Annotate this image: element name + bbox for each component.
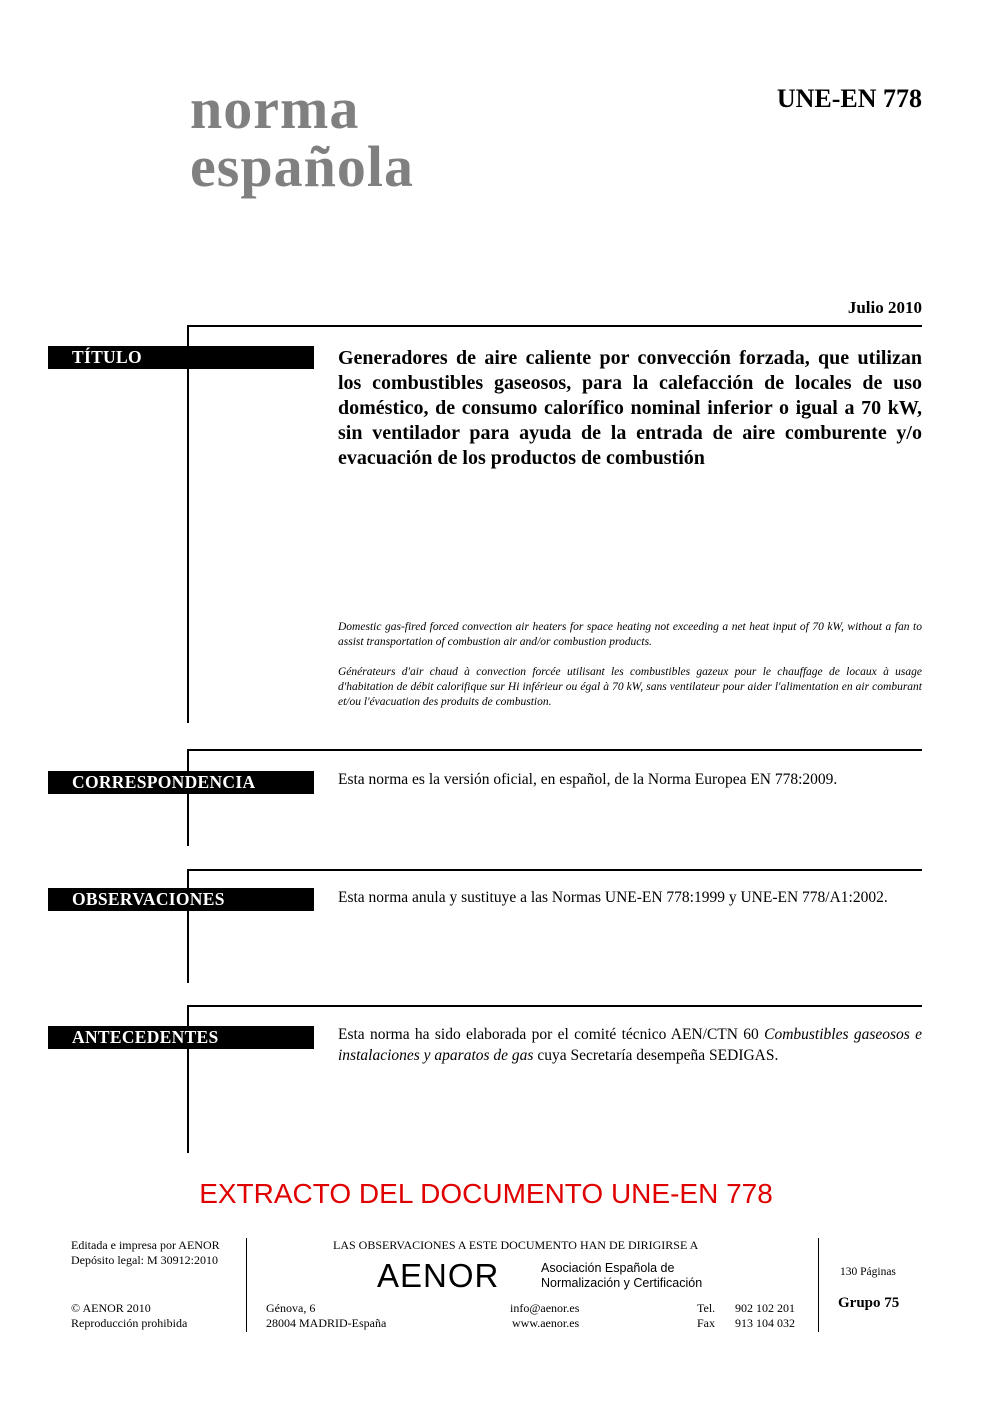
section-label-antecedentes: ANTECEDENTES — [48, 1026, 314, 1049]
section-divider-titulo — [188, 325, 922, 327]
antecedentes-text-after: cuya Secretaría desempeña SEDIGAS. — [533, 1047, 779, 1064]
footer-fax-label: Fax — [697, 1316, 715, 1330]
footer-website[interactable]: www.aenor.es — [512, 1316, 580, 1330]
antecedentes-committee-name: Combustibles gaseosos e instalaciones y aparatos de gas — [338, 1026, 923, 1064]
aenor-org-line1: Asociación Española de — [541, 1261, 675, 1275]
footer-pages: 130 Páginas — [840, 1266, 896, 1278]
observaciones-text: Esta norma anula y sustituye a las Normas UNE-EN 778:1999 y UNE-EN 778/A1:2002. — [338, 889, 888, 906]
norma-title-line1: norma — [190, 76, 360, 141]
section-vertical-rule-correspondencia — [187, 749, 189, 846]
footer-deposit: Depósito legal: M 30912:2010 — [71, 1253, 218, 1267]
section-divider-observaciones — [188, 869, 922, 871]
norma-espanola-heading — [190, 76, 414, 199]
footer-group: Grupo 75 — [838, 1295, 900, 1311]
section-vertical-rule-observaciones — [187, 869, 189, 983]
correspondencia-text: Esta norma es la versión oficial, en español, de la Norma Europea EN 778:2009. — [338, 771, 838, 788]
aenor-organization-name — [541, 1261, 702, 1291]
section-label-titulo: TÍTULO — [48, 346, 314, 369]
standard-number: UNE-EN 778 — [776, 84, 922, 113]
section-divider-antecedentes — [188, 1005, 922, 1007]
footer-fax: 913 104 032 — [735, 1316, 795, 1330]
footer-edited: Editada e impresa por AENOR — [71, 1238, 220, 1252]
antecedentes-text-before: Esta norma ha sido elaborada por el comité técnico AEN/CTN 60 — [338, 1026, 765, 1043]
footer-copyright: © AENOR 2010 — [71, 1301, 151, 1315]
section-divider-correspondencia — [188, 749, 922, 751]
footer-tel: 902 102 201 — [735, 1301, 795, 1315]
footer-email[interactable]: info@aenor.es — [510, 1301, 580, 1315]
section-label-correspondencia: CORRESPONDENCIA — [48, 771, 314, 794]
footer-address-city: 28004 MADRID-España — [266, 1316, 387, 1330]
footer-tel-label: Tel. — [697, 1301, 716, 1315]
aenor-logo: AENOR — [377, 1257, 500, 1294]
footer-address-street: Génova, 6 — [266, 1301, 316, 1315]
footer-divider-left — [246, 1238, 247, 1332]
footer-reproduction: Reproducción prohibida — [71, 1316, 188, 1330]
title-spanish: Generadores de aire caliente por convección forzada, que utilizan los combustibles gaseosos, para la calefacción de locales de uso doméstico, de consumo calorífico nominal inferior o igual a 70 kW, sin ventilador para ayuda de la entrada de aire comburente y/o evacuación de los productos de combustión — [338, 347, 922, 469]
aenor-org-line2: Normalización y Certificación — [541, 1276, 703, 1290]
title-english: Domestic gas-fired forced convection air heaters for space heating not exceeding a net heat input of 70 kW, without a fan to assist transportation of combustion air and/or combustion products. — [338, 621, 922, 648]
antecedentes-text — [338, 1024, 922, 1066]
section-vertical-rule-titulo — [187, 325, 189, 723]
title-french: Générateurs d'air chaud à convection forcée utilisant les combustibles gazeux pour le chauffage de locaux à usage d'habitation de débit calorifique sur Hi inférieur ou égal à 70 kW, sans ventilateur pour aider l'alimentation en air comburant et/ou l'évacuation des produits de combustion. — [338, 666, 922, 708]
extract-watermark: EXTRACTO DEL DOCUMENTO UNE-EN 778 — [199, 1178, 773, 1209]
section-label-observaciones: OBSERVACIONES — [48, 888, 314, 911]
footer-divider-right — [818, 1238, 819, 1332]
footer-observations-notice: LAS OBSERVACIONES A ESTE DOCUMENTO HAN DE DIRIGIRSE A — [333, 1238, 699, 1252]
norma-title-line2: española — [190, 134, 414, 199]
publication-date: Julio 2010 — [847, 298, 922, 317]
